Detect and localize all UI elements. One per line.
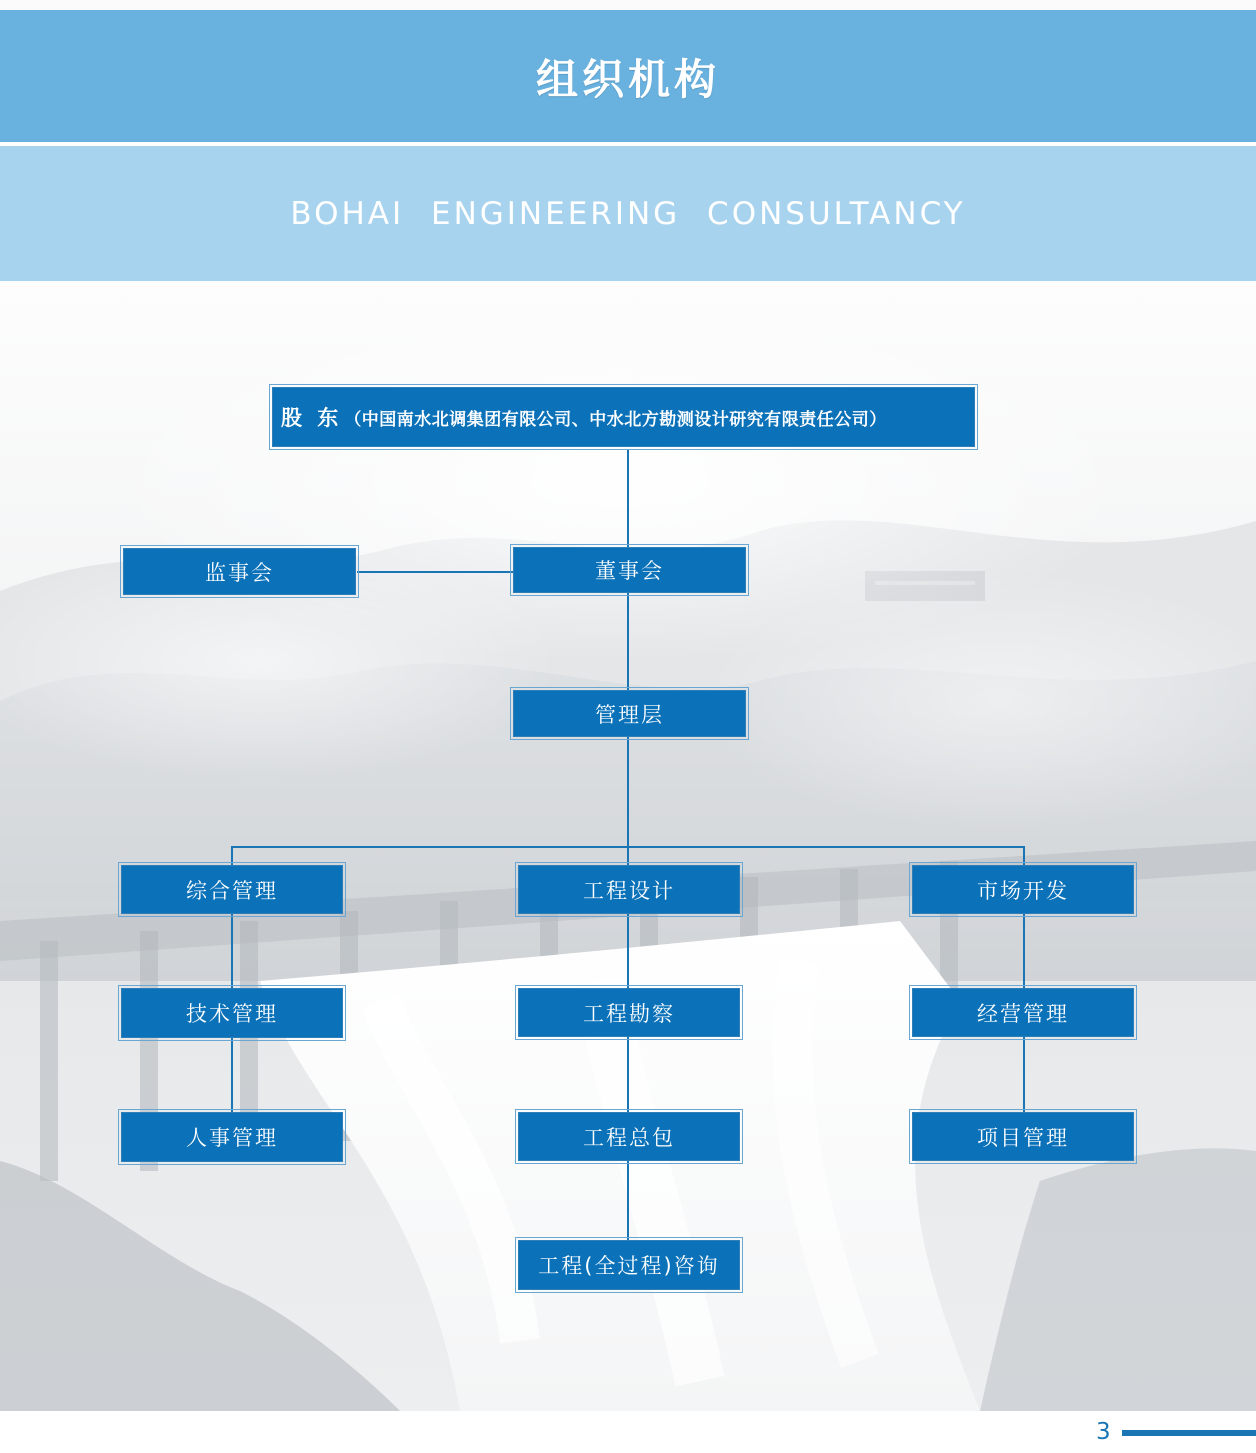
- connector-department-bus: [231, 846, 1025, 848]
- department-node-general-management: 综合管理: [121, 865, 343, 914]
- shareholder-node: [272, 387, 975, 447]
- connector-shareholder-board: [627, 449, 629, 547]
- unit-node-epc-contracting: 工程总包: [518, 1112, 740, 1161]
- connector-bus-right: [1023, 846, 1025, 865]
- connector-center-column: [627, 914, 629, 1240]
- unit-node-hr-management: 人事管理: [121, 1112, 343, 1162]
- shareholder-detail: （中国南水北调集团有限公司、中水北方勘测设计研究有限责任公司）: [344, 409, 887, 430]
- unit-node-technical-management: 技术管理: [121, 988, 343, 1038]
- supervisory-board-node: 监事会: [123, 548, 356, 595]
- unit-node-engineering-survey: 工程勘察: [518, 988, 740, 1037]
- board-of-directors-node: 董事会: [513, 547, 746, 593]
- page-number-bar: [1122, 1430, 1256, 1436]
- department-node-market-development: 市场开发: [912, 865, 1134, 914]
- connector-supervisory-board: [357, 571, 513, 573]
- management-node: 管理层: [513, 690, 746, 737]
- unit-node-whole-process-consulting: 工程(全过程)咨询: [518, 1240, 740, 1290]
- shareholder-label: 股 东: [281, 405, 343, 430]
- page-number: 3: [1096, 1419, 1111, 1445]
- unit-node-business-management: 经营管理: [912, 988, 1134, 1037]
- page-subtitle: BOHAI ENGINEERING CONSULTANCY: [290, 195, 966, 232]
- page-title: 组织机构: [535, 55, 720, 104]
- connector-board-management: [627, 593, 629, 690]
- connector-bus-left: [231, 846, 233, 865]
- unit-node-project-management: 项目管理: [912, 1112, 1134, 1161]
- department-node-engineering-design: 工程设计: [518, 865, 740, 914]
